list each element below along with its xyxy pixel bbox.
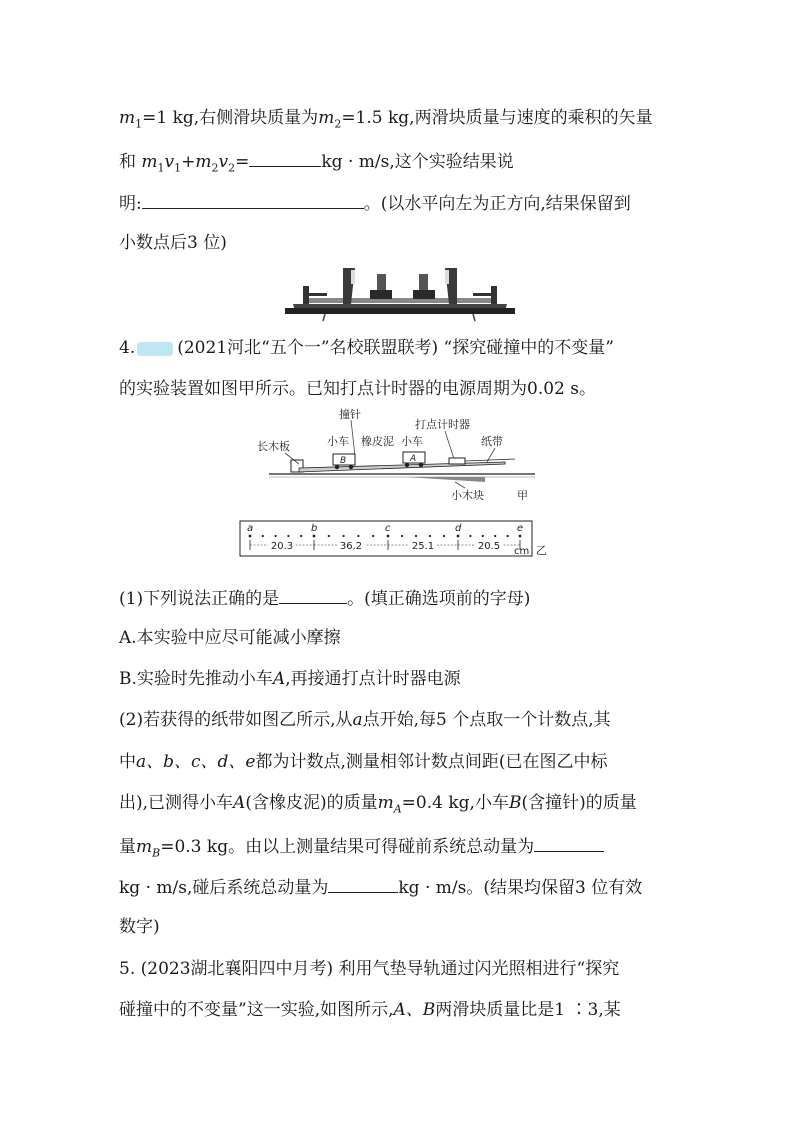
q4-line-1: 4. (2021河北“五个一”名校联盟联考) “探究碰撞中的不变量”	[119, 338, 614, 358]
label-xiaoche-b: 小车	[327, 435, 349, 448]
tape-dot	[357, 535, 359, 537]
tape-dot	[415, 535, 417, 537]
tape-distance-label: 36.2	[339, 541, 363, 552]
tape-dot	[372, 535, 374, 537]
tape-count-point	[313, 535, 316, 538]
tape-dot	[401, 535, 403, 537]
p3-line-4: 小数点后3 位)	[119, 233, 227, 253]
tape-point-label-e: e	[517, 523, 524, 534]
label-zhenzhen: 撞针	[339, 408, 361, 421]
tape-count-point	[519, 535, 522, 538]
tape-dot	[262, 535, 264, 537]
answer-blank[interactable]	[534, 834, 604, 852]
tape-dot	[300, 535, 302, 537]
q4-sub2-line-2: 中a、b、c、d、e都为计数点,测量相邻计数点间距(已在图乙中标	[119, 752, 608, 772]
tape-dot	[494, 535, 496, 537]
tape-dot	[275, 535, 277, 537]
tape-dot	[343, 535, 345, 537]
q4-sub2-line-4: 量$m_B=0.3$ kg。由以上测量结果可得碰前系统总动量为	[119, 834, 604, 864]
q4-sub1: (1)下列说法正确的是 。(填正确选项前的字母)	[119, 586, 530, 610]
caption-jia: 甲	[517, 489, 528, 502]
tape-distance-label: 20.3	[270, 541, 294, 552]
answer-blank[interactable]	[279, 586, 347, 604]
figure-jia	[255, 404, 545, 504]
tape-distance-label: 25.1	[411, 541, 435, 552]
tape-count-point	[249, 535, 252, 538]
answer-blank[interactable]	[142, 191, 364, 209]
p3-line-1: $m_1=1$ kg,右侧滑块质量为$m_2=1.5$ kg,两滑块质量与速度的乘积的矢量	[119, 108, 653, 131]
tape-distance-label: 20.5	[477, 541, 501, 552]
p3-line-3: 明: 。(以水平向左为正方向,结果保留到	[119, 191, 631, 215]
tape-point-label-d: d	[455, 523, 462, 534]
tape-dot	[429, 535, 431, 537]
tape-dot	[328, 535, 330, 537]
answer-blank[interactable]	[249, 149, 321, 167]
label-dadian: 打点计时器	[415, 418, 470, 431]
tape-unit: cm	[514, 546, 530, 557]
tape-dot	[507, 535, 509, 537]
caption-yi: 乙	[536, 544, 547, 557]
label-xiaomukuai: 小木块	[451, 489, 484, 502]
label-changmuban: 长木板	[257, 440, 290, 453]
tape-point-label-a: a	[247, 523, 254, 534]
label-xiaoche-a: 小车	[401, 435, 423, 448]
p3-line-2: 和 $m_1v_1+m_2v_2=$ kg · m/s,这个实验结果说	[119, 149, 514, 179]
q4-sub2-line-3: 出),已测得小车A(含橡皮泥)的质量$m_A=0.4$ kg,小车B(含撞针)的质量	[119, 793, 637, 816]
tape-count-point	[457, 535, 460, 538]
q4-option-a: A.本实验中应尽可能减小摩擦	[119, 628, 341, 648]
tape-count-point	[387, 535, 390, 538]
cart-a-letter: A	[410, 454, 417, 464]
q4-line-2: 的实验装置如图甲所示。已知打点计时器的电源周期为0.02 s。	[119, 379, 596, 399]
tape-dot	[287, 535, 289, 537]
air-track-figure	[285, 264, 515, 324]
q4-option-b: B.实验时先推动小车A,再接通打点计时器电源	[119, 669, 461, 689]
q4-sub2-line-6: 数字)	[119, 917, 160, 937]
answer-blank[interactable]	[328, 875, 398, 893]
figure-yi-tape	[238, 518, 548, 560]
label-zhidai: 纸带	[481, 435, 503, 448]
label-xiangpini: 橡皮泥	[361, 435, 394, 448]
tag-badge	[137, 342, 173, 356]
tape-dot	[443, 535, 445, 537]
q4-sub2-line-5: kg · m/s,碰后系统总动量为 kg · m/s。(结果均保留3 位有效	[119, 875, 642, 899]
q5-line-2: 碰撞中的不变量”这一实验,如图所示,A、B两滑块质量比是1 ∶3,某	[119, 1000, 621, 1020]
q5-line-1: 5. (2023湖北襄阳四中月考) 利用气垫导轨通过闪光照相进行“探究	[119, 959, 620, 979]
tape-point-label-b: b	[311, 523, 318, 534]
tape-point-label-c: c	[385, 523, 391, 534]
tape-dot	[469, 535, 471, 537]
cart-b-letter: B	[340, 456, 347, 466]
q4-sub2-line-1: (2)若获得的纸带如图乙所示,从a点开始,每5 个点取一个计数点,其	[119, 710, 611, 730]
tape-dot	[482, 535, 484, 537]
